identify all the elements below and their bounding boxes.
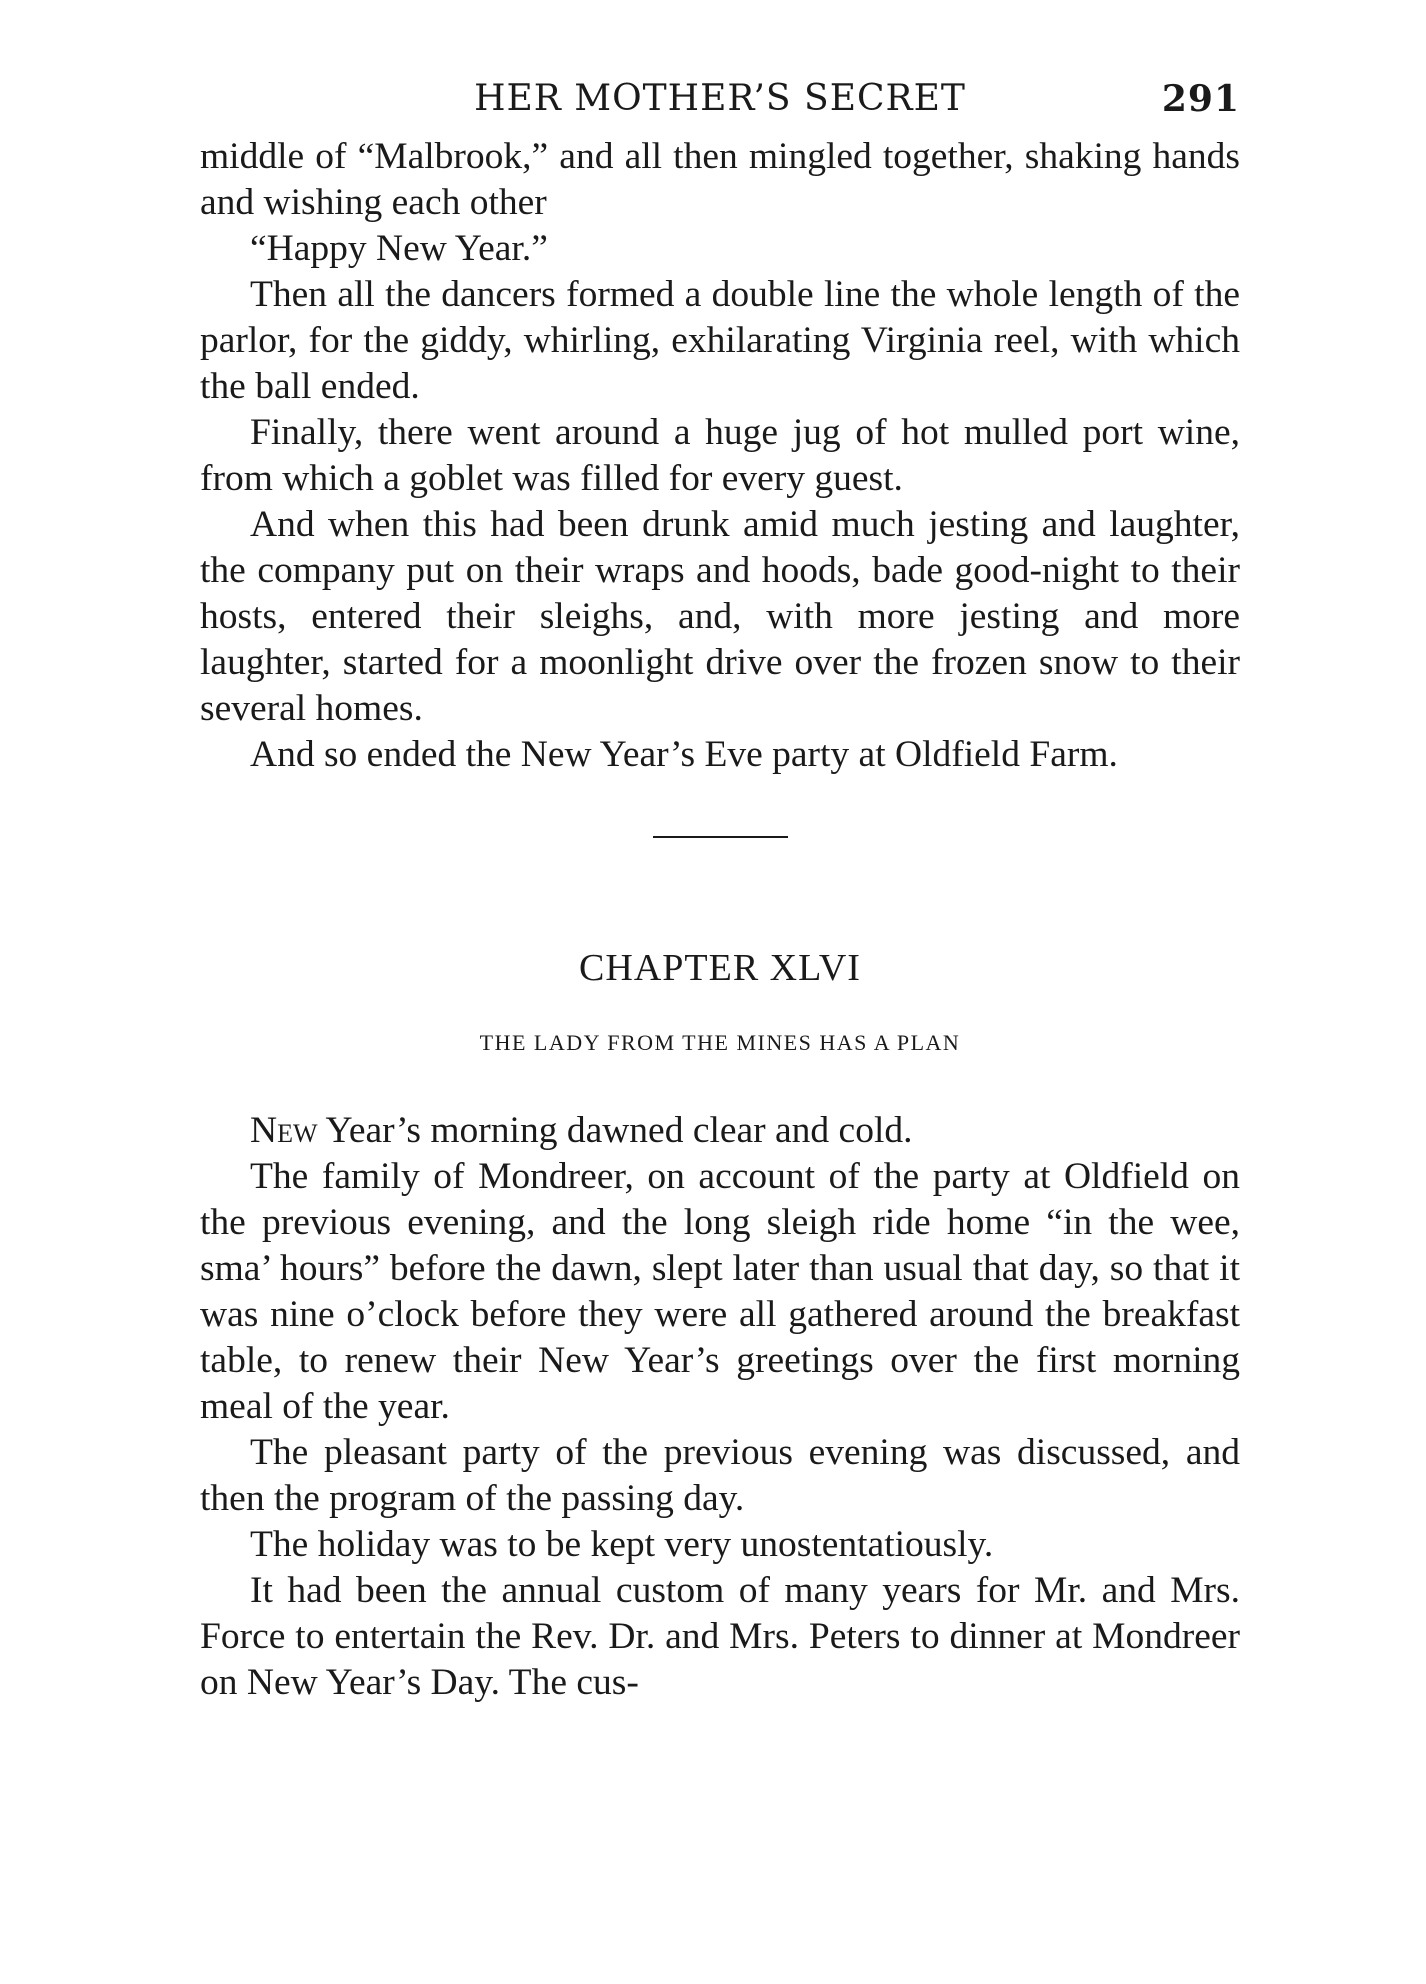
paragraph: It had been the annual custom of many years for Mr. and Mrs. Force to entertain the Rev. Dr. and Mrs. Peters to dinner at Mondreer on New Year’s Day. The cus-: [200, 1570, 1240, 1703]
opening-paragraph: [200, 1108, 1240, 1154]
section-divider: [653, 836, 788, 838]
paragraph: The holiday was to be kept very unostentatiously.: [250, 1524, 994, 1565]
paragraph: Finally, there went around a huge jug of hot mulled port wine, from which a goblet was filled for every guest.: [200, 412, 1240, 499]
paragraph: The family of Mondreer, on account of the party at Oldfield on the previous evening, and the long sleigh ride home “in the wee, sma’ hours” before the dawn, slept later than usual that day, so that it was nine o’clock before they were all gathered around the breakfast table, to renew their New Year’s greetings over the first morning meal of the year.: [200, 1156, 1240, 1427]
continuation-text: [200, 134, 1240, 778]
chapter-text: [200, 1108, 1240, 1706]
paragraph: And when this had been drunk amid much jesting and laughter, the company put on their wraps and hoods, bade good-night to their hosts, entered their sleighs, and, with more jesting and more laughter, started for a moonlight drive over the frozen snow to their several homes.: [200, 504, 1240, 729]
book-page: [200, 78, 1240, 1706]
chapter-heading: CHAPTER XLVI: [579, 947, 861, 989]
paragraph: And so ended the New Year’s Eve party at Oldfield Farm.: [250, 734, 1118, 775]
opening-rest: Year’s morning dawned clear and cold.: [317, 1110, 913, 1151]
paragraph: The pleasant party of the previous evening was discussed, and then the program of the passing day.: [200, 1432, 1240, 1519]
paragraph: Then all the dancers formed a double line the whole length of the parlor, for the giddy, whirling, exhilarating Virginia reel, with which the ball ended.: [200, 274, 1240, 407]
running-title: HER MOTHER’S SECRET: [474, 78, 966, 119]
running-head: [200, 78, 1240, 134]
opening-word: New: [250, 1110, 318, 1151]
page-number: 291: [1161, 78, 1240, 120]
chapter-subtitle: THE LADY FROM THE MINES HAS A PLAN: [479, 1030, 961, 1055]
paragraph: “Happy New Year.”: [250, 228, 548, 269]
paragraph: middle of “Malbrook,” and all then mingled together, shaking hands and wishing each other: [200, 136, 1240, 223]
